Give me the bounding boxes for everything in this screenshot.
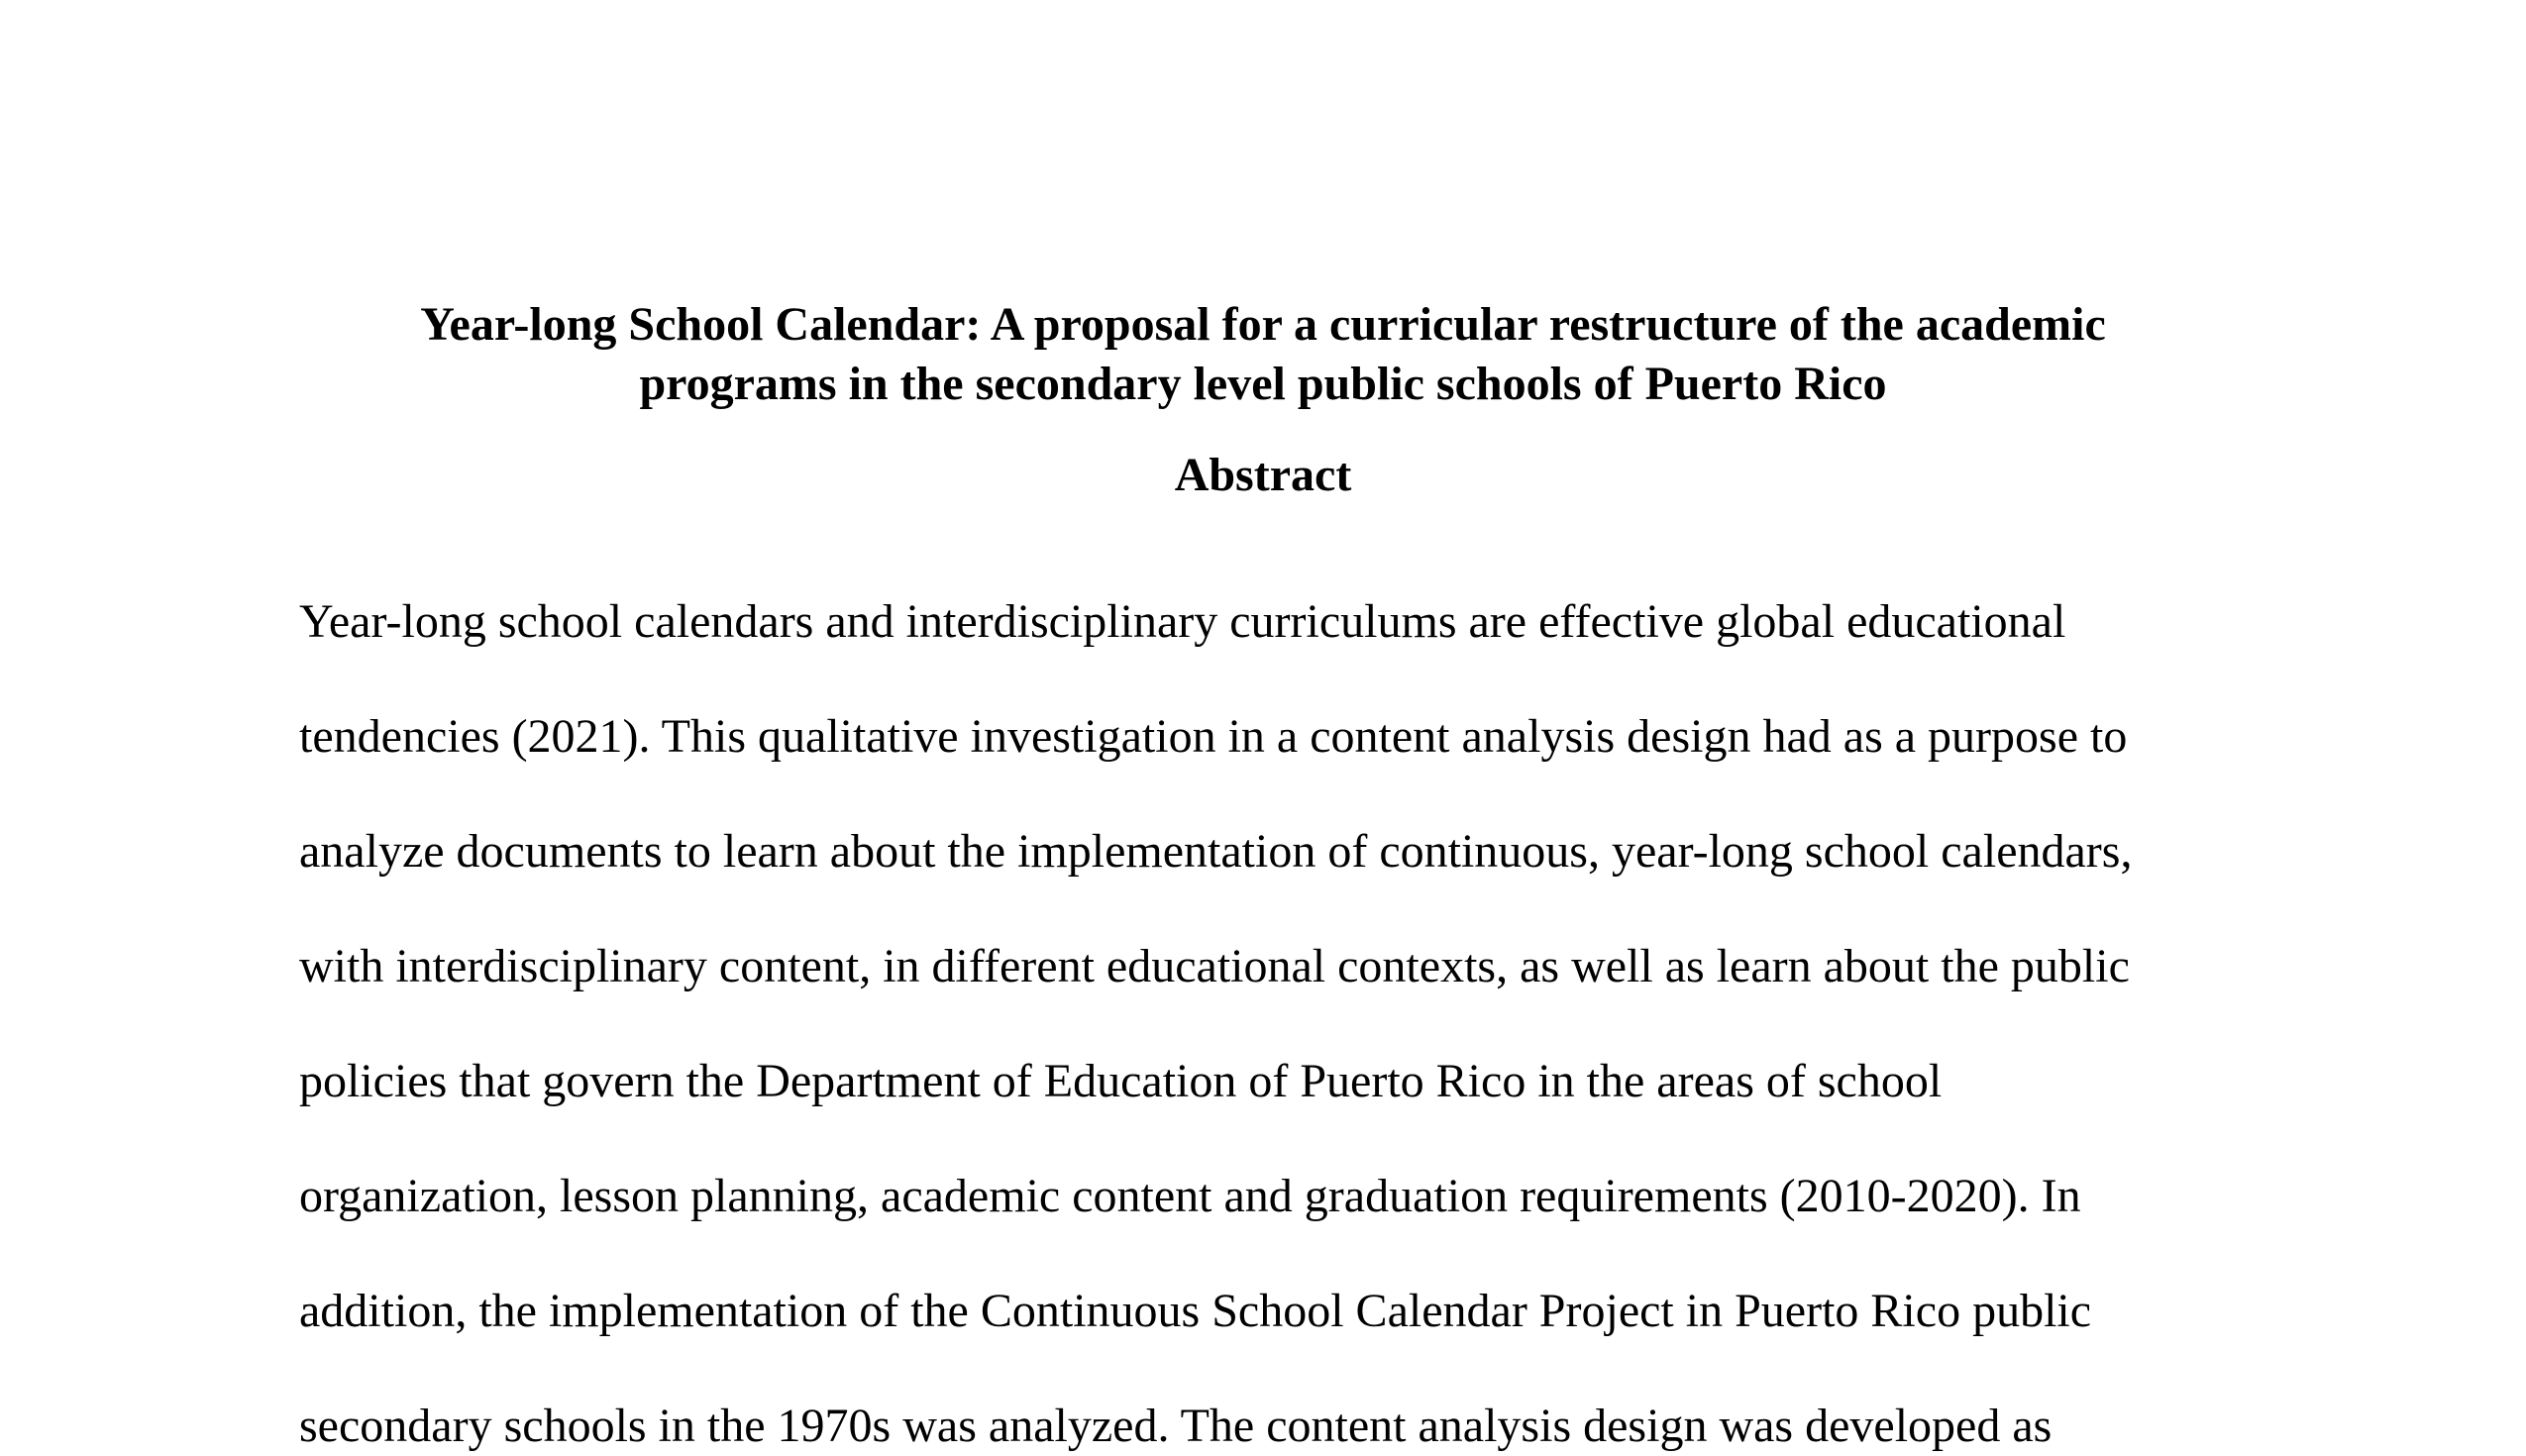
abstract-text-line: organization, lesson planning, academic content and graduation requirements (2010-2020). In bbox=[299, 1170, 2081, 1222]
document-title-line-2: programs in the secondary level public schools of Puerto Rico bbox=[639, 358, 1887, 410]
document-title-line-1: Year-long School Calendar: A proposal for a curricular restructure of the academic bbox=[420, 298, 2106, 351]
abstract-text-line: policies that govern the Department of Education of Puerto Rico in the areas of school bbox=[299, 1055, 1943, 1107]
abstract-text-line: secondary schools in the 1970s was analyzed. The content analysis design was developed as bbox=[299, 1400, 2052, 1452]
abstract-text-line: analyze documents to learn about the implementation of continuous, year-long school calendars, bbox=[299, 825, 2133, 878]
abstract-text-line: Year-long school calendars and interdisciplinary curriculums are effective global educational bbox=[299, 595, 2066, 648]
abstract-heading: Abstract bbox=[1174, 449, 1352, 501]
abstract-text-line: addition, the implementation of the Continuous School Calendar Project in Puerto Rico public bbox=[299, 1285, 2092, 1337]
abstract-text-line: tendencies (2021). This qualitative investigation in a content analysis design had as a purpose to bbox=[299, 710, 2128, 763]
abstract-text-line: with interdisciplinary content, in different educational contexts, as well as learn about the public bbox=[299, 940, 2130, 992]
